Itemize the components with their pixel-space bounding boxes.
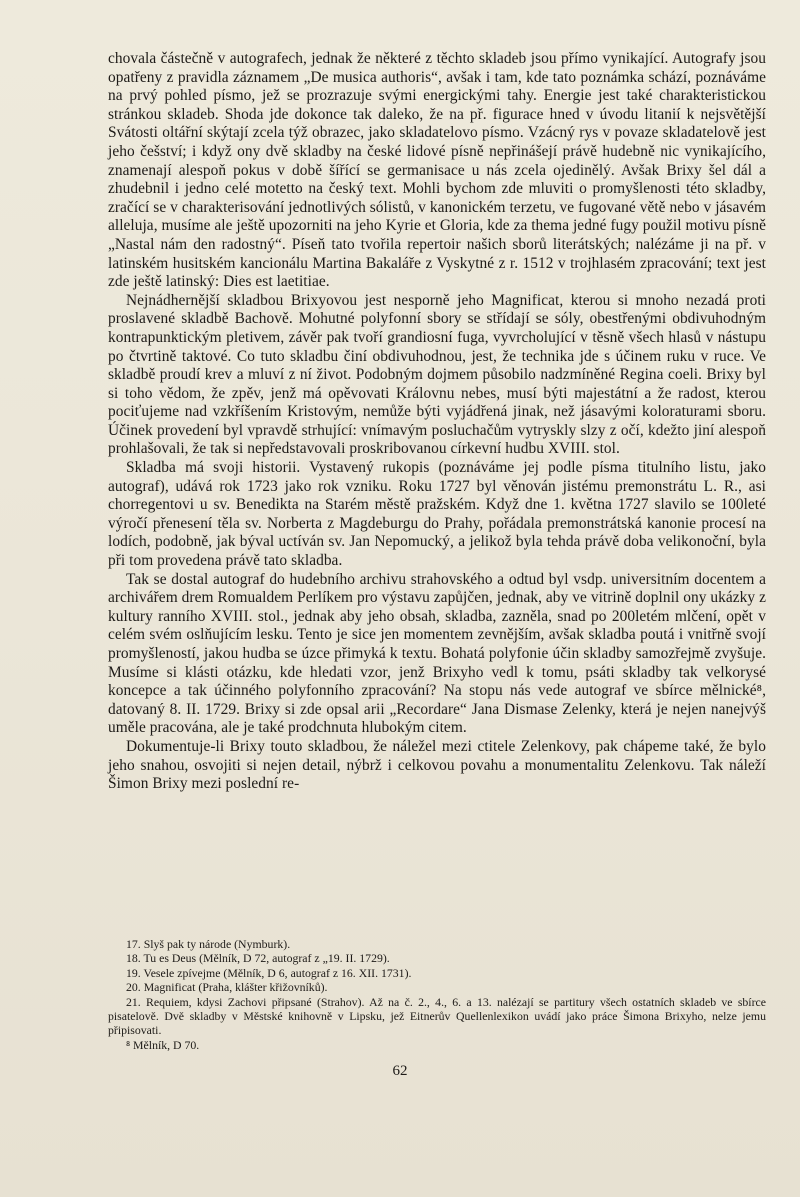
footnote-18: 18. Tu es Deus (Mělník, D 72, autograf z „19. II. 1729). (126, 951, 390, 966)
body-text (108, 50, 766, 794)
paragraph-2: Nejnádhernější skladbou Brixyovou jest nesporně jeho Magnificat, kterou si mnoho nezadá proti proslavené skladbě Bachově. Mohutné polyfonní sbory se střídají se sóly, obestřenými obdivuhodným kontrapunktickým pletivem, závěr pak tvoří grandiosní fuga, vyvrcholující v těsně všech hlasů v nástupu po čtvrtině taktové. Co tuto skladbu činí obdivuhodnou, jest, že technika jde s účinem ruku v ruce. Ve skladbě proudí krev a mluví z ní život. Podobným dojmem působilo nadzmíněné Regina coeli. Brixy byl si toho vědom, že zpěv, jenž má opěvovati Královnu nebes, musí býti majestátní a že radost, kterou pociťujeme nad vzkříšením Kristovým, nemůže býti vyjádřená jinak, než jásavými koloraturami sboru. Účinek provedení byl vpravdě strhující: vnímavým posluchačům vytryskly slzy z očí, kdežto jiní alespoň prohlašovali, že tak si nepředstavovali proskribovanou církevní hudbu XVIII. stol. (108, 291, 766, 458)
paragraph-1: chovala částečně v autografech, jednak že některé z těchto skladeb jsou přímo vynikající. Autografy jsou opatřeny z pravidla záznamem „De musica authoris“, avšak i tam, kde tato poznámka schází, poznáváme na prvý pohled písmo, jež se prozrazuje svými energickými tahy. Energie jest také charakteristickou stránkou skladeb. Shoda jde dokonce tak daleko, že na př. figurace hned v úvodu litanií k nejsvětější Svátosti oltářní skýtají zcela týž obrazec, jako skladatelovo písmo. Vzácný rys v povaze skladatelově jest jeho češství; i když ony dvě skladby na české lidové písně nepřinášejí právě hudebně nic vynikajícího, znamenají alespoň pokus v době šířící se germanisace u nás zcela ojedinělý. Avšak Brixy šel dál a zhudebnil i jedno celé motetto na český text. Mohli bychom zde mluviti o promyšlenosti této skladby, zračící se v charakterisování jednotlivých sólistů, v kanonickém terzetu, ve fugované větě nebo v jásavém alleluja, musíme ale ještě upozorniti na jeho Kyrie et Gloria, kde za thema jedné fugy použil motivu písně „Nastal nám den radostný“. Píseň tato tvořila repertoir našich sborů literátských; nalézáme ji na př. v latinském husitském kancionálu Martina Bakaláře z Vyskytné z r. 1512 v trojhlasém zpracování; text jest zde ještě latinský: Dies est laetitiae. (108, 50, 766, 291)
page-number: 62 (392, 1063, 408, 1079)
footnote-17: 17. Slyš pak ty národe (Nymburk). (126, 937, 291, 951)
paragraph-3: Skladba má svoji historii. Vystavený rukopis (poznáváme jej podle písma titulního listu, jako autograf), udává rok 1723 jako rok vzniku. Roku 1727 byl věnován jistému premonstrátu L. R., asi chorregentovi u sv. Benedikta na Starém městě pražském. Když dne 1. května 1727 slavilo se 100leté výročí přenesení těla sv. Norberta z Magdeburgu do Prahy, pořádala premonstrátská kanonie procesí na lodích, podobně, jak býval uctíván sv. Jan Nepomucký, a jelikož byla tehda právě doba velikonoční, byla při tom provedena právě tato skladba. (108, 459, 766, 570)
footnote-21: 21. Requiem, kdysi Zachovi připsané (Strahov). Až na č. 2., 4., 6. a 13. nalézají se partitury všech ostatních skladeb ve sbírce pisatelově. Dvě skladby v Městské knihovně v Lipsku, jež Eitnerův Quellenlexikon uvádí jako práce Šimona Brixyho, nelze jemu připisovati. (108, 994, 766, 1038)
footnote-8: ⁸ Mělník, D 70. (126, 1037, 200, 1052)
footnote-19: 19. Vesele zpívejme (Mělník, D 6, autograf z 16. XII. 1731). (126, 965, 412, 980)
paragraph-4: Tak se dostal autograf do hudebního archivu strahovského a odtud byl vsdp. universitním docentem a archivářem drem Romualdem Perlíkem pro výstavu zapůjčen, jednak, aby ve vitrině doplnil ony ukázky z kultury ranního XVIII. stol., jednak aby jeho obsah, skladba, zazněla, snad po 200letém mlčení, opět v celém svém oslňujícím lesku. Tento je sice jen momentem zevnějším, avšak skladba poutá i vnitřně svojí promyšleností, jakou hudba se úzce přimyká k textu. Bohatá polyfonie účin skladby samozřejmě zvyšuje. Musíme si klásti otázku, kde hledati vzor, jenž Brixyho vedl k tomu, psáti skladby tak velkorysé koncepce a tak účinného polyfonního zpracování? Na stopu nás vede autograf ve sbírce mělnické⁸, datovaný 8. II. 1729. Brixy si zde opsal arii „Recordare“ Jana Dismase Zelenky, která je nejen nanejvýš uměle pracována, ale je také prodchnuta hlubokým citem. (108, 570, 766, 737)
paragraph-5: Dokumentuje-li Brixy touto skladbou, že náležel mezi ctitele Zelenkovy, pak chápeme také, že bylo jeho snahou, osvojiti si nejen detail, nýbrž i celkovou povahu a monumentalitu Zelenkovu. Tak náleží Šimon Brixy mezi poslední re- (108, 737, 766, 793)
footnotes (108, 937, 766, 1052)
footnote-20: 20. Magnificat (Praha, klášter křižovníků). (126, 980, 328, 995)
